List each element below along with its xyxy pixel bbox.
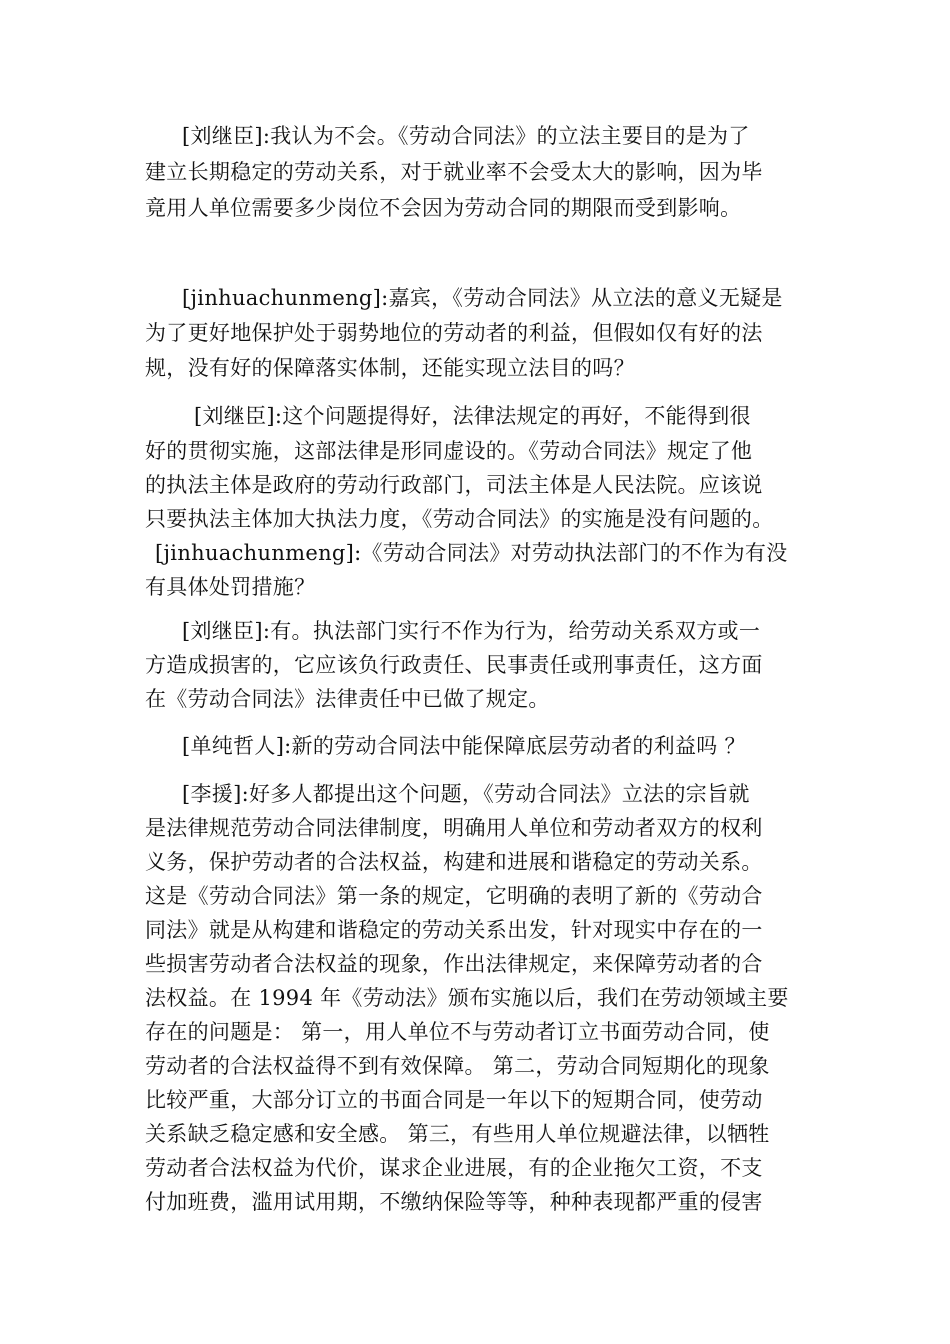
- text-line: 只要执法主体加大执法力度，《劳动合同法》的实施是没有问题的。: [145, 507, 774, 531]
- text-line: [李援]:好多人都提出这个问题，《劳动合同法》立法的宗旨就: [182, 782, 750, 806]
- text-line: 些损害劳动者合法权益的现象，作出法律规定，来保障劳动者的合: [145, 952, 763, 976]
- text-line: 同法》就是从构建和谐稳定的劳动关系出发，针对现实中存在的一: [145, 918, 763, 942]
- text-line: 在《劳动合同法》法律责任中已做了规定。: [145, 687, 550, 711]
- text-line: 好的贯彻实施，这部法律是形同虚设的。《劳动合同法》规定了他: [145, 439, 753, 463]
- text-line: 的执法主体是政府的劳动行政部门，司法主体是人民法院。应该说: [145, 473, 763, 497]
- text-line: [单纯哲人]:新的劳动合同法中能保障底层劳动者的利益吗 ？: [182, 734, 746, 758]
- text-line: 方造成损害的，它应该负行政责任、民事责任或刑事责任，这方面: [145, 653, 763, 677]
- text-line: 规，没有好的保障落实体制，还能实现立法目的吗？: [145, 356, 635, 380]
- text-line: 关系缺乏稳定感和安全感。 第三，有些用人单位规避法律，以牺牲: [145, 1122, 770, 1146]
- text-line: 是法律规范劳动合同法律制度，明确用人单位和劳动者双方的权利: [145, 816, 763, 840]
- text-line: 有具体处罚措施？: [145, 575, 316, 599]
- text-line: 存在的问题是： 第一，用人单位不与劳动者订立书面劳动合同，使: [145, 1020, 770, 1044]
- text-line: 法权益。在 1994 年《劳动法》颁布实施以后，我们在劳动领域主要: [145, 986, 789, 1010]
- text-line: 比较严重，大部分订立的书面合同是一年以下的短期合同，使劳动: [145, 1088, 763, 1112]
- text-line: [刘继臣]:我认为不会。《劳动合同法》的立法主要目的是为了: [182, 124, 750, 148]
- text-line: 为了更好地保护处于弱势地位的劳动者的利益，但假如仅有好的法: [145, 321, 763, 345]
- text-line: [jinhuachunmeng]:嘉宾，《劳动合同法》从立法的意义无疑是: [182, 286, 783, 310]
- text-line: [jinhuachunmeng]:《劳动合同法》对劳动执法部门的不作为有没: [155, 541, 788, 565]
- text-line: 付加班费，滥用试用期，不缴纳保险等等，种种表现都严重的侵害: [145, 1190, 763, 1214]
- text-line: [刘继臣]:这个问题提得好，法律法规定的再好，不能得到很: [194, 404, 751, 428]
- text-line: 竟用人单位需要多少岗位不会因为劳动合同的期限而受到影响。: [145, 196, 742, 220]
- text-line: 义务，保护劳动者的合法权益，构建和进展和谐稳定的劳动关系。: [145, 850, 763, 874]
- text-line: [刘继臣]:有。执法部门实行不作为行为，给劳动关系双方或一: [182, 619, 761, 643]
- text-line: 劳动者的合法权益得不到有效保障。 第二，劳动合同短期化的现象: [145, 1054, 770, 1078]
- text-line: 劳动者合法权益为代价，谋求企业进展，有的企业拖欠工资，不支: [145, 1156, 763, 1180]
- text-line: 建立长期稳定的劳动关系，对于就业率不会受太大的影响，因为毕: [145, 160, 763, 184]
- text-line: 这是《劳动合同法》第一条的规定，它明确的表明了新的《劳动合: [145, 884, 763, 908]
